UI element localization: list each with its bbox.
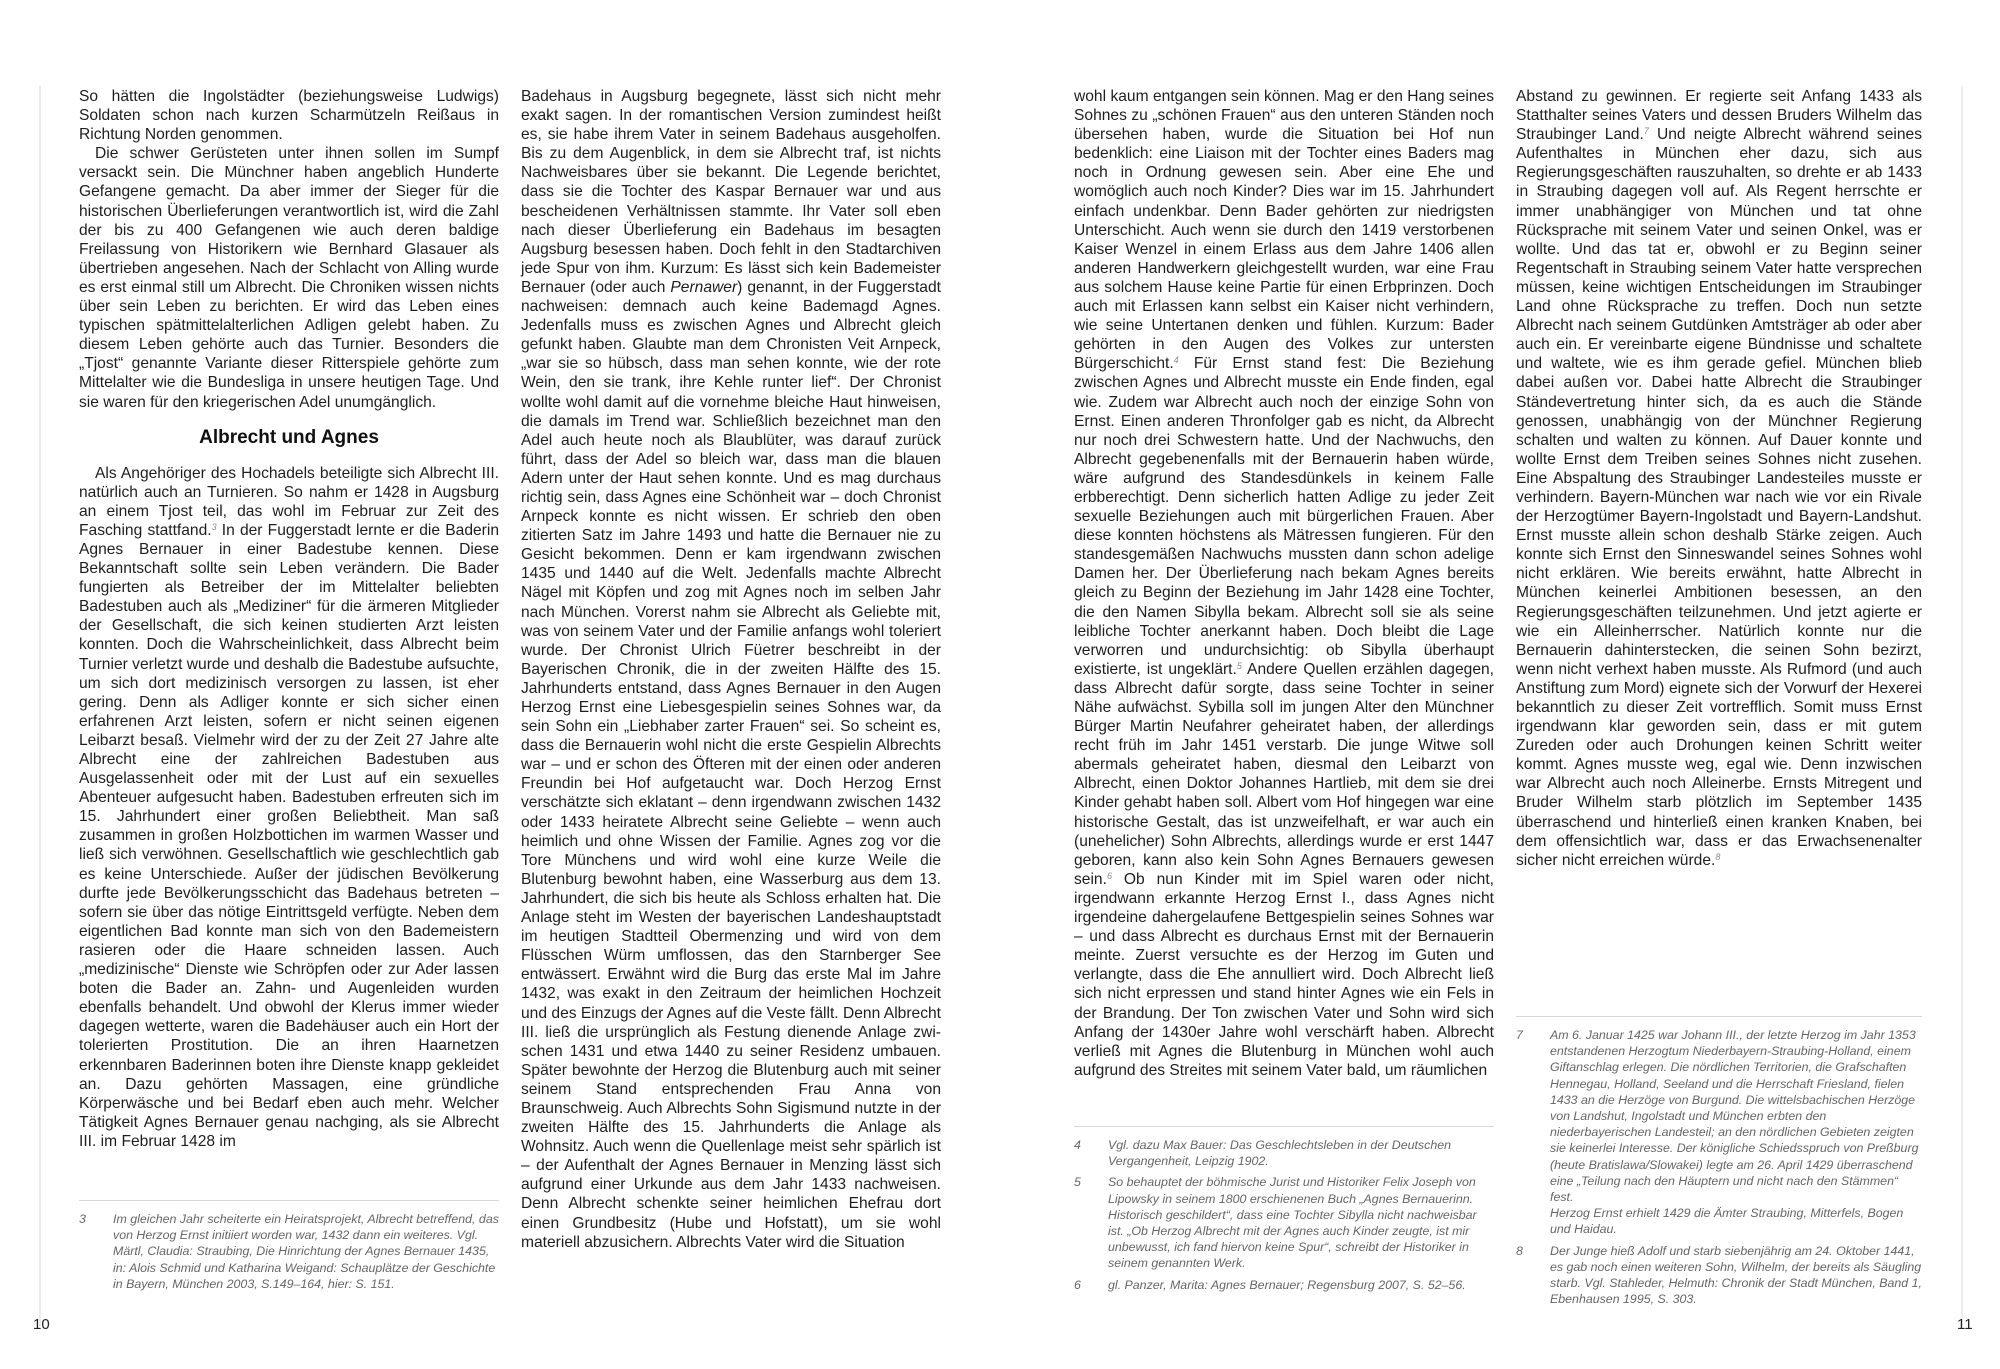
footnotes-left-page: [79, 1200, 499, 1297]
paragraph: [521, 87, 941, 1252]
right-page-edge-rule: [1961, 86, 1963, 1326]
text-run: Ob nun Kinder mit im Spiel waren oder nicht, irgendwann erkannte Herzog Ernst I., dass Agnes nicht irgendeine dahergelaufene Bettgespielin seines Sohnes war – und dass Albrecht es durchaus Ernst mit der Bernauerin meinte. Zuerst versuchte es der Herzog im Guten und verlangte, dass die Ehe annulliert wird. Doch Albrecht ließ sich nicht erpressen und stand hinter Agnes wie ein Fels in der Brandung. Der Ton zwischen Vater und Sohn wird sich Anfang der 1430er Jahre wohl verschärft haben. Albrecht verließ mit Agnes die Blutenburg in München wohl auch aufgrund des Streites mit seinem Vater bald, um räumlichen: [1074, 870, 1494, 1079]
right-page-column-2: [1516, 87, 1922, 870]
footnote-number: 8: [1516, 1243, 1523, 1258]
footnotes-right-page-col-1: [1074, 1126, 1494, 1298]
page-number-left: 10: [33, 1316, 50, 1333]
left-page-column-2: [521, 87, 941, 1252]
footnote-marker[interactable]: 3: [211, 521, 217, 532]
footnote-number: [1516, 1205, 1550, 1237]
left-page-column-1: [79, 87, 499, 1151]
text-run: wohl kaum entgangen sein können. Mag er den Hang seines Sohnes zu „schönen Frauen“ aus den unteren Ständen noch übersehen haben, wurde die Situation bei Hof nun bedenklich: eine Liaison mit der Tochter eines Baders mag noch in Ordnung gewesen sein. Aber eine Ehe und womöglich auch noch Kinder? Dies war im 15. Jahrhundert einfach undenkbar. Denn Bader gehörten zur niedrigsten Unterschicht. Auch wenn sie durch den 1419 verstorbenen Kaiser Wenzel in einem Erlass aus dem Jahre 1406 allen anderen Handwerkern gleichgestellt wurden, war eine Frau aus solchem Hause keine Partie für einen Erbprinzen. Doch auch mit Erlassen kann selbst ein Kaiser nicht verhindern, wie seine Untertanen denken und fühlen. Kurzum: Bader gehörten in den Augen des Volkes zur untersten Bürgerschicht.: [1074, 88, 1494, 373]
footnote-text: gl. Panzer, Marita: Agnes Bernauer; Regensburg 2007, S. 52–56.: [1108, 1277, 1466, 1292]
footnote: [1516, 1027, 1922, 1205]
text-run: In der Fuggerstadt lernte er die Baderin Agnes Bernauer in einer Badestube kennen. Diese Bekanntschaft sollte sein Leben verändern. Die Bader fungierten als Betreiber der im Mittelalter beliebten Badestuben auch als „Mediziner“ für die ärmeren Mitglieder der Gesellschaft, die sich keinen studierten Arzt leisten konnten. Doch die Wahrscheinlichkeit, dass Albrecht beim Turnier verletzt wurde und deshalb die Badestube aufsuchte, um sich dort medizinisch versorgen zu lassen, ist eher gering. Denn als Adliger konnte er sich sicher einen erfahrenen Arzt leisten, sofern er nicht seinen eigenen Leibarzt besaß. Vielmehr wird der zu der Zeit 27 Jahre alte Albrecht eine der zahlreichen Badestuben aus Ausgelassenheit oder mit der Lust auf ein sexuelles Abenteuer aufgesucht haben. Badestuben erfreuten sich im 15. Jahrhundert einer großen Beliebtheit. Man saß zusammen in großen Holzbottichen im warmen Wasser und ließ sich verwöhnen. Gesellschaftlich wie geschlechtlich gab es keine Unterschiede. Außer der jüdischen Bevölkerung durfte jede Bevölkerungsschicht das Badehaus betreten – sofern sie über das nötige Eintrittsgeld verfügte. Neben dem eigentlichen Bad konnte man sich von den Bademeistern rasieren oder die Haare schneiden lassen. Auch „medizinische“ Dienste wie Schröpfen oder zur Ader lassen boten die Bader an. Zahn- und Augenleiden wurden ebenfalls behandelt. Und obwohl der Klerus immer wieder dagegen wetterte, waren die Badehäuser auch ein Hort der tolerierten Prostitution. Die an ihren Haarnetzen erkennbaren Baderinnen boten ihre Dienste knapp gekleidet an. Dazu gehörten Massagen, eine gründliche Körperwäsche und bei Bedarf eben auch mehr. Welcher Tätigkeit Agnes Bernauer genau nachging, als sie Albrecht III. im Februar 1428 im: [79, 521, 499, 1150]
footnote-text: Im gleichen Jahr scheiterte ein Heiratsprojekt, Albrecht betreffend, das von Herzog Ernst initiiert worden war, 1432 dann ein weiteres. Vgl. Märtl, Claudia: Straubing, Die Hinrichtung der Agnes Bernauer 1435, in: Alois Schmid und Katharina Weigand: Schauplätze der Geschichte in Bayern, München 2003, S.149–164, hier: S. 151.: [113, 1212, 499, 1291]
footnote-text: Herzog Ernst erhielt 1429 die Ämter Straubing, Mitterfels, Bogen und Haidau.: [1550, 1206, 1904, 1237]
footnote-rule: [79, 1200, 499, 1201]
paragraph: [1516, 87, 1922, 870]
footnote-text: Am 6. Januar 1425 war Johann III., der letzte Herzog im Jahr 1353 entstandenen Herzogtum Niederbayern-Straubing-Holland, einem Giftanschlag erlegen. Die nördlichen Territorien, die Grafschaften Hennegau, Holland, Seeland und die Herrschaft Friesland, fielen 1433 an die Herzöge von Burgund. Die wittelsbachischen Herzöge von Landshut, Ingolstadt und München erbten den niederbayerischen Landesteil; an den nördlichen Gebieten zeigten sie keinerlei Interesse. Der königliche Schiedsspruch von Preßburg (heute Bratislawa/Slowakei) legte am 26. April 1429 überraschend eine „Teilung nach den Häuptern und nicht nach den Stämmen“ fest.: [1550, 1028, 1919, 1205]
footnote-marker[interactable]: 4: [1173, 355, 1179, 366]
footnote-marker[interactable]: 7: [1643, 126, 1649, 137]
paragraph: [1074, 87, 1494, 1080]
paragraph: [79, 464, 499, 1151]
left-page-edge-rule: [39, 86, 41, 1326]
paragraph: Die schwer Gerüsteten unter ihnen sollen im Sumpf versackt sein. Die Münchner haben angeblich Hunderte Gefangene gemacht. Da aber immer der Sieger für die historischen Überlieferungen verantwortlich ist, wird die Zahl der bis zu 400 Gefangenen wie auch deren baldige Freilassung von Historikern wie Bernhard Glasauer als übertrieben angesehen. Nach der Schlacht von Alling wurde es erst einmal still um Albrecht. Die Chroniken wissen nichts über sein Leben zu berichten. Er wird das Leben eines typischen spätmittelalterlichen Adligen gelebt haben. Zu diesem Leben gehörte auch das Turnier. Besonders die „Tjost“ genannte Variante dieser Ritterspiele gehörte zum Mittelalter wie die Bundesliga in unsere heutigen Tage. Und sie waren für den kriegerischen Adel unumgänglich.: [79, 145, 499, 411]
text-run: Für Ernst stand fest: Die Beziehung zwischen Agnes und Albrecht musste ein Ende finden, egal wie. Zudem war Albrecht auch noch der einzige Sohn von Ernst. Einen anderen Thronfolger gab es nicht, da Albrecht nur noch drei Schwestern hatte. Und der Nachwuchs, den Albrecht gegebenenfalls mit der Bernauerin haben würde, wäre aufgrund des Standesdünkels in keinem Falle erbberechtigt. Denn sicherlich hatten Adlige zu jeder Zeit sexuelle Beziehungen auch mit bürgerlichen Frauen. Aber diese konnten höchstens als Mätressen fungieren. Für den standesgemäßen Nachwuchs mussten dann schon adelige Damen her. Der Überlieferung nach bekam Agnes bereits gleich zu Beginn der Beziehung im Jahr 1428 eine Tochter, die den Namen Sibylla bekam. Albrecht soll sie als seine leibliche Tochter anerkannt haben. Doch bleibt die Lage verworren und undurchsichtig: ob Sibylla überhaupt existierte, ist ungeklärt.: [1074, 355, 1494, 678]
footnote-number: 6: [1074, 1277, 1081, 1292]
footnote-rule: [1074, 1126, 1494, 1127]
footnote: [1074, 1277, 1494, 1293]
footnote-number: 3: [79, 1212, 86, 1226]
text-run: Und neigte Albrecht während seines Aufenthaltes in München eher dazu, sich aus Regierungsgeschäften rauszuhalten, so drehte er ab 1433 in Straubing dagegen voll auf. Als Regent herrschte er immer unabhängiger von München und tat ohne Rücksprache mit seinem Vater und seinen Onkel, was er wollte. Und das tat er, obwohl er zu Beginn seiner Regentschaft in Straubing seinem Vater hatte versprechen müssen, keine wichtigen Entscheidungen im Straubinger Land ohne Rücksprache zu treffen. Doch nun setzte Albrecht nach seinem Gutdünken Amtsträger ab oder aber auch ein. Er vereinbarte eigene Bündnisse und schaltete und waltete, wie es ihm gerade gefiel. München blieb dabei außen vor. Dabei hatte Albrecht die Straubinger Ständevertretung hinter sich, da es auch die Stände genossen, unabhängig von der Münchner Regierung schalten und walten zu können. Auf Dauer konnte und wollte Ernst dem Treiben seines Sohnes nicht zusehen. Eine Abspaltung des Straubinger Landesteiles musste er verhindern. Bayern-München war nach wie vor ein Rivale der Herzogtümer Bayern-Ingolstadt und Bayern-Landshut. Ernst musste allein schon deshalb Stärke zeigen. Auch konnte sich Ernst den Sinneswandel seines Sohnes wohl nicht erklären. Wie bereits erwähnt, hatte Albrecht in München keinerlei Ambitionen besessen, an den Regierungsgeschäften teilzunehmen. Und jetzt agierte er wie ein Alleinherrscher. Natürlich konnte nur die Bernauerin dahinterstecken, die seinen Sohn bezirzt, wenn nicht verhext haben musste. Als Rufmord (und auch Anstiftung zum Mord) eignete sich der Vorwurf der Hexerei bekanntlich zu dieser Zeit vortrefflich. Somit muss Ernst irgendwann klar geworden sein, dass er mit gutem Zureden oder auch Drohungen keinen Schritt weiter kommt. Agnes musste weg, egal wie. Denn inzwischen war Albrecht auch noch Alleinerbe. Ernsts Mitregent und Bruder Wilhelm starb plötzlich im September 1435 überraschend und hinterließ einen kranken Knaben, bei dem offensichtlich war, dass er das Erwachsenenalter sicher nicht erreichen würde.: [1516, 126, 1922, 869]
text-run: Badehaus in Augsburg begegnete, lässt sich nicht mehr exakt sagen. In der romantischen Version zumindest heißt es, sie habe ihrem Vater in seinem Badehaus ausgeholfen. Bis zu dem Augenblick, in dem sie Albrecht traf, ist nichts Nachweisbares über sie bekannt. Die Legende berichtet, dass sie die Tochter des Kaspar Bernauer war und aus bescheidenen Verhältnissen stammte. Ihr Vater soll eben nach dieser Überlieferung ein Badehaus im besagten Augsburg besessen haben. Doch fehlt in den Stadtarchiven jede Spur von ihm. Kurzum: Es lässt sich kein Bademeister Bernauer (oder auch: [521, 88, 941, 296]
text-run: Andere Quellen erzählen dagegen, dass Albrecht dafür sorgte, dass seine Tochter in seiner Nähe aufwächst. Sybilla soll im jungen Alter den Münchner Bürger Martin Neufahrer geheiratet haben, der allerdings recht früh im Jahr 1451 verstarb. Die junge Witwe soll abermals geheiratet haben, diesmal den Leibarzt von Albrecht, einen Doktor Johannes Hartlieb, mit dem sie drei Kinder gehabt haben soll. Albert vom Hof hingegen war eine historische Gestalt, das ist unzweifelhaft, er war auch ein (unehelicher) Sohn Albrechts, allerdings wurde er erst 1447 geboren, kann also kein Sohn Agnes Bernauers gewesen sein.: [1074, 660, 1494, 888]
section-heading: Albrecht und Agnes: [199, 426, 379, 448]
footnote-number: 4: [1074, 1138, 1081, 1152]
footnote-text: Der Junge hieß Adolf und starb siebenjährig am 24. Oktober 1441, es gab noch einen weiteren Sohn, Wilhelm, der bereits als Säugling starb. Vgl. Stahleder, Helmuth: Chronik der Stadt München, Band 1, Ebenhausen 1995, S. 303.: [1550, 1243, 1922, 1307]
text-run: Abstand zu gewinnen. Er regierte seit Anfang 1433 als Statthalter seines Vaters und dessen Bruders Wilhelm das Straubinger Land.: [1516, 88, 1922, 144]
footnote-number: 7: [1516, 1028, 1523, 1042]
footnote: [79, 1211, 499, 1292]
footnote: [1516, 1243, 1922, 1308]
text-run: Als Angehöriger des Hochadels beteiligte sich Albrecht III. natürlich auch an Turnieren. So nahm er 1428 in Augsburg an einem Tjost teil, das wohl im Februar zur Zeit des Fasching stattfand.: [79, 464, 499, 539]
footnote-text: Vgl. dazu Max Bauer: Das Geschlechtsleben in der Deutschen Vergangenheit, Leipzig 1902.: [1108, 1138, 1451, 1169]
footnotes-right-page-col-2: [1516, 1016, 1922, 1312]
page-number-right: 11: [1957, 1316, 1973, 1333]
footnote: [1074, 1137, 1494, 1169]
footnote-marker[interactable]: 6: [1106, 870, 1112, 881]
footnote: [1074, 1174, 1494, 1271]
footnote-rule: [1516, 1016, 1922, 1017]
footnote-text: So behauptet der böhmische Jurist und Historiker Felix Joseph von Lipowsky in seinem 1800 erschienenen Buch „Agnes Bernauerinn. Historisch geschildert“, dass eine Tochter Sibylla nicht nachweisbar ist. „Ob Herzog Albrecht mit der Agnes auch Kinder zeugte, ist mir unbewusst, ich fand hiervon keine Spur“, schreibt der Historiker in seinem genannten Werk.: [1108, 1175, 1477, 1271]
footnote-marker[interactable]: 5: [1236, 660, 1242, 671]
footnote-marker[interactable]: 8: [1715, 851, 1721, 862]
text-run: ) genannt, in der Fuggerstadt nachweisen: demnach auch keine Bademagd Agnes. Jedenfalls muss es zwischen Agnes und Albrecht gleich gefunkt haben. Glaubte man dem Chronisten Veit Arnpeck, „war sie so hübsch, dass man sehen konnte, wie der rote Wein, den sie trank, ihre Kehle runter lief“. Der Chronist wollte wohl damit auf die vornehme bleiche Haut hinweisen, die damals im Trend war. Schließlich bezeichnet man den Adel auch heute noch als Blaublüter, was darauf zurück führt, dass der Adel so bleich war, dass man die blauen Adern unter der Haut sehen konnte. Und es mag durchaus richtig sein, dass Agnes eine Schönheit war – doch Chronist Arnpeck konnte es nicht wissen. Er schrieb den oben zitierten Satz im Jahre 1493 und hatte die Bernauer nie zu Gesicht bekommen. Denn er kam irgendwann zwischen 1435 und 1440 auf die Welt. Jedenfalls machte Albrecht Nägel mit Köpfen und zog mit Agnes noch im selben Jahr nach München. Vorerst nahm sie Albrecht als Geliebte mit, was von seinem Vater und der Familie anfangs wohl toleriert wurde. Der Chronist Ulrich Füetrer beschreibt in der Bayerischen Chronik, die in der zweiten Hälfte des 15. Jahrhunderts entstand, dass Agnes Bernauer in den Augen Herzog Ernst eine Liebesgespielin seines Sohnes war, da sein Sohn ein „Liebhaber zarter Frauen“ sei. So scheint es, dass die Bernauerin wohl nicht die erste Gespielin Albrechts war – und er schon des Öfteren mit der einen oder anderen Freundin bei Hof aufgetaucht war. Doch Herzog Ernst verschätzte sich eklatant – denn irgendwann zwischen 1432 oder 1433 heiratete Albrecht seine Geliebte – wenn auch heimlich und ohne Wissen der Familie. Agnes zog vor die Tore Münchens und wird wohl eine kurze Weile die Blutenburg bewohnt haben, eine Wasserburg aus dem 13. Jahrhundert, die sich bis heute als Schloss erhalten hat. Die Anlage steht im Westen der bayerischen Landeshauptstadt im heutigen Stadtteil Obermenzing und wird von dem Flüsschen Würm umflossen, das den Starnberger See entwässert. Erwähnt wird die Burg das erste Mal im Jahre 1432, was exakt in den Zeitraum der heimlichen Hochzeit und des Einzugs der Agnes auf die Veste fällt. Denn Albrecht III. ließ die ursprünglich als Festung dienende Anlage zwischen 1431 und etwa 1440 zu seiner Residenz umbauen. Später bewohnte der Herzog die Blutenburg auch mit seiner seinem Stand entsprechenden Frau Anna von Braunschweig. Auch Albrechts Sohn Sigismund nutzte in der zweiten Hälfte des 15. Jahrhunderts die Anlage als Wohnsitz. Auch wenn die Quellenlage meist sehr spärlich ist – der Aufenthalt der Agnes Bernauer in Menzing lässt sich aufgrund einer Urkunde aus dem Jahr 1433 nachweisen. Denn Albrecht schenkte seiner heimlichen Ehefrau dort einen Grundbesitz (Hube und Hofstatt), um sie wohl materiell abzusichern. Albrechts Vater wird die Situation: [521, 278, 941, 1251]
right-page-column-1: [1074, 87, 1494, 1080]
footnote-continuation: [1516, 1205, 1922, 1237]
italic-term: Pernawer: [670, 278, 738, 296]
footnote-number: 5: [1074, 1175, 1081, 1190]
paragraph: So hätten die Ingolstädter (beziehungsweise Ludwigs) Soldaten schon nach kurzen Scharmützeln Reißaus in Richtung Norden genommen.: [79, 88, 499, 144]
